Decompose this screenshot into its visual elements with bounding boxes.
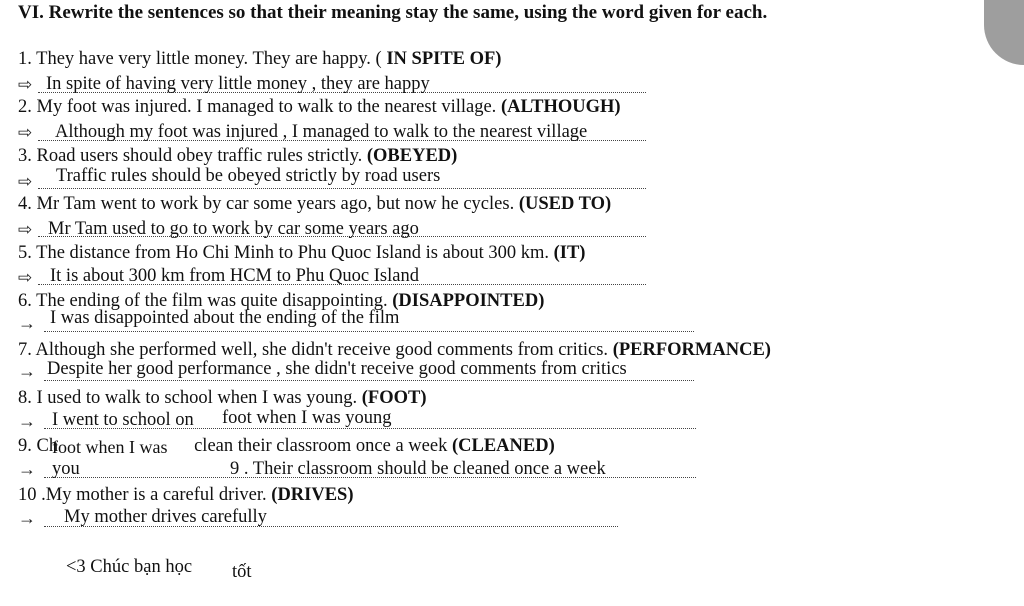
arrow-icon: →: [18, 459, 36, 479]
question-7: 7. Although she performed well, she didn't receive good comments from critics. (PERFORMANCE): [18, 340, 771, 360]
arrow-icon: ⇨: [18, 172, 33, 191]
footer-extra: tốt: [232, 562, 252, 582]
arrow-icon: ⇨: [18, 220, 33, 239]
question-2: 2. My foot was injured. I managed to walk to the nearest village. (ALTHOUGH): [18, 97, 621, 117]
answer-8-extra: foot when I was young: [222, 408, 392, 428]
arrow-icon: →: [18, 313, 36, 333]
question-8: 8. I used to walk to school when I was young. (FOOT): [18, 388, 427, 408]
answer-1: In spite of having very little money , they are happy: [46, 74, 430, 94]
answer-line-6: [44, 331, 694, 332]
arrow-icon: →: [18, 508, 36, 528]
exercise-title: VI. Rewrite the sentences so that their meaning stay the same, using the word given for each.: [18, 2, 768, 23]
arrow-icon: ⇨: [18, 123, 33, 142]
answer-4: Mr Tam used to go to work by car some years ago: [48, 219, 419, 239]
answer-2: Although my foot was injured , I managed to walk to the nearest village: [55, 122, 588, 142]
answer-9-extra: 9 . Their classroom should be cleaned once a week: [230, 459, 606, 479]
question-3: 3. Road users should obey traffic rules strictly. (OBEYED): [18, 146, 458, 166]
answer-8: I went to school on: [52, 410, 194, 430]
corner-decoration: [984, 0, 1024, 65]
overlap-handwritten-text: foot when I was: [52, 437, 168, 457]
answer-9: you: [52, 459, 80, 479]
arrow-icon: ⇨: [18, 75, 33, 94]
arrow-icon: →: [18, 361, 36, 381]
arrow-icon: →: [18, 411, 36, 431]
answer-line-3: [38, 188, 646, 189]
arrow-icon: ⇨: [18, 268, 33, 287]
question-1: 1. They have very little money. They are happy. ( IN SPITE OF): [18, 49, 502, 69]
question-6: 6. The ending of the film was quite disappointing. (DISAPPOINTED): [18, 291, 545, 311]
question-5: 5. The distance from Ho Chi Minh to Phu Quoc Island is about 300 km. (IT): [18, 243, 586, 263]
question-4: 4. Mr Tam went to work by car some years ago, but now he cycles. (USED TO): [18, 194, 612, 214]
answer-10: My mother drives carefully: [64, 507, 267, 527]
question-9: 9. Ch clean their classroom once a week (CLEANED): [18, 436, 555, 456]
question-10: 10 .My mother is a careful driver. (DRIVES): [18, 485, 354, 505]
answer-5: It is about 300 km from HCM to Phu Quoc Island: [50, 266, 419, 286]
footer-message: <3 Chúc bạn học: [66, 557, 193, 577]
answer-line-7: [44, 380, 694, 381]
answer-6: I was disappointed about the ending of the film: [50, 308, 400, 328]
answer-3: Traffic rules should be obeyed strictly by road users: [56, 166, 441, 186]
answer-7: Despite her good performance , she didn't receive good comments from critics: [47, 359, 627, 379]
